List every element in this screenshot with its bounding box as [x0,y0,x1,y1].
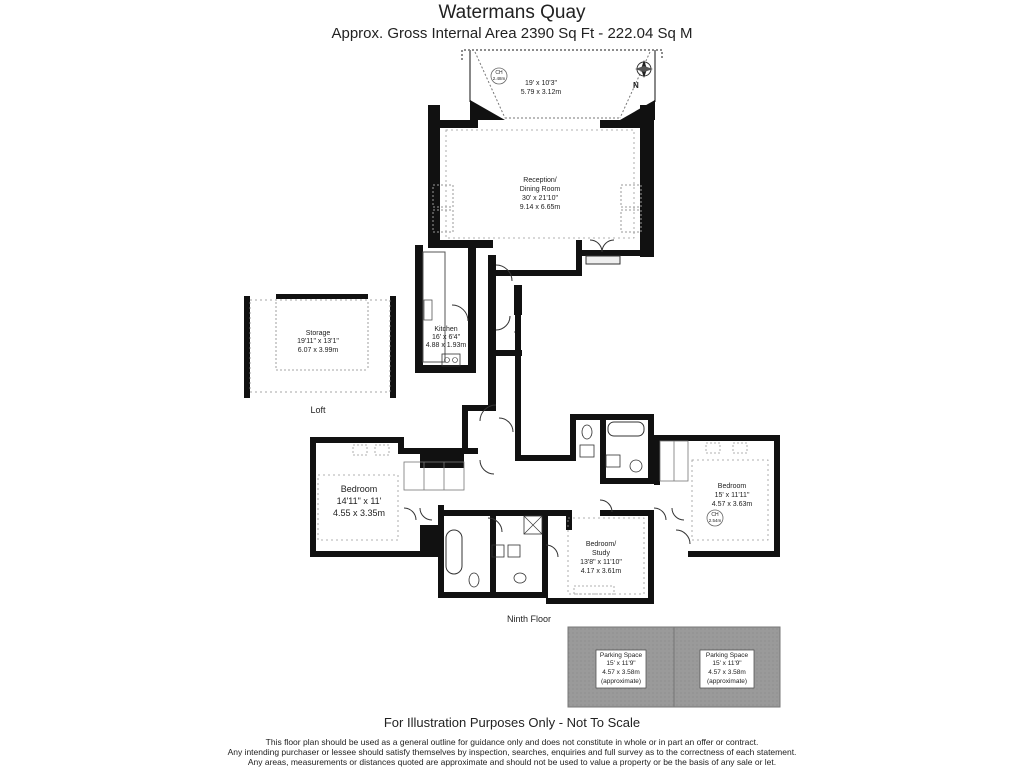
parking-1-name: Parking Space [599,652,643,659]
svg-text:2.48m: 2.48m [492,76,506,81]
storage-room [244,294,396,398]
balcony-dim-metric: 5.79 x 3.12m [520,89,562,96]
plan-title: Watermans Quay [438,2,586,23]
svg-text:2.54m: 2.54m [708,518,722,523]
compass-icon [635,60,653,78]
right-bedroom-dim-metric: 4.57 x 3.63m [711,501,753,508]
disclaimer-line-3: Any areas, measurements or distances quoted are approximate and should not be used to value a property or be the basis of any sale or let. [247,757,777,767]
balcony-dim-imperial: 19' x 10'3" [524,80,558,87]
balcony-ceiling-marker [491,68,507,84]
parking-1-dim-metric: 4.57 x 3.58m [602,669,640,676]
floor-label: Ninth Floor [506,614,552,624]
right-bedroom-name: Bedroom [717,483,747,490]
kitchen-dim-metric: 4.88 x 1.93m [425,342,467,349]
storage-dim-metric: 6.07 x 3.99m [297,347,339,354]
reception-dim-metric: 9.14 x 6.65m [519,204,561,211]
kitchen-dim-imperial: 16' x 6'4" [431,334,461,341]
disclaimer-line-2: Any intending purchaser or lessee should satisfy themselves by inspection, searches, enquiries and full survey as to the correctness of each statement. [227,747,797,757]
study-name-line2: Study [592,550,610,557]
reception-dim-imperial: 30' x 21'10" [522,195,558,202]
parking-1-dim-imperial: 15' x 11'9" [606,660,636,667]
parking-2-name: Parking Space [705,652,749,659]
parking-2-note: (approximate) [706,678,748,685]
reception-name-line2: Dining Room [519,186,561,193]
left-bedroom-dim-imperial: 14'11" x 11' [336,496,382,506]
parking-space-2 [674,627,780,707]
storage-dim-imperial: 19'11" x 13'1" [297,338,339,345]
parking-2-dim-metric: 4.57 x 3.58m [708,669,746,676]
svg-text:CH: CH [711,512,719,518]
disclaimer-title: For Illustration Purposes Only - Not To Scale [383,715,641,730]
disclaimer-line-1: This floor plan should be used as a general outline for guidance only and does not constitute in whole or in part an offer or contract. [265,737,759,747]
compass-label: N [633,81,639,90]
svg-text:CH: CH [495,70,503,76]
center-bathrooms [438,510,548,598]
study-dim-imperial: 13'8" x 11'10" [580,559,622,566]
loft-caption: Loft [310,405,326,415]
parking-1-note: (approximate) [600,678,642,685]
right-bedroom-ceiling-marker [707,510,723,526]
parking-2-dim-imperial: 15' x 11'9" [712,660,742,667]
balcony [462,50,662,120]
kitchen-walls [415,245,522,405]
left-bedroom-dim-metric: 4.55 x 3.35m [332,508,386,518]
right-bathrooms [570,414,654,484]
reception-name-line1: Reception/ [523,177,557,184]
left-bedroom-name: Bedroom [340,484,378,494]
parking-space-1 [568,627,674,707]
plan-subtitle: Approx. Gross Internal Area 2390 Sq Ft - 222.04 Sq M [331,25,693,42]
study-name-line1: Bedroom/ [585,541,617,548]
kitchen-name: Kitchen [434,326,458,333]
storage-name: Storage [305,330,331,337]
right-bedroom-dim-imperial: 15' x 11'11" [714,492,750,499]
study-dim-metric: 4.17 x 3.61m [580,568,622,575]
